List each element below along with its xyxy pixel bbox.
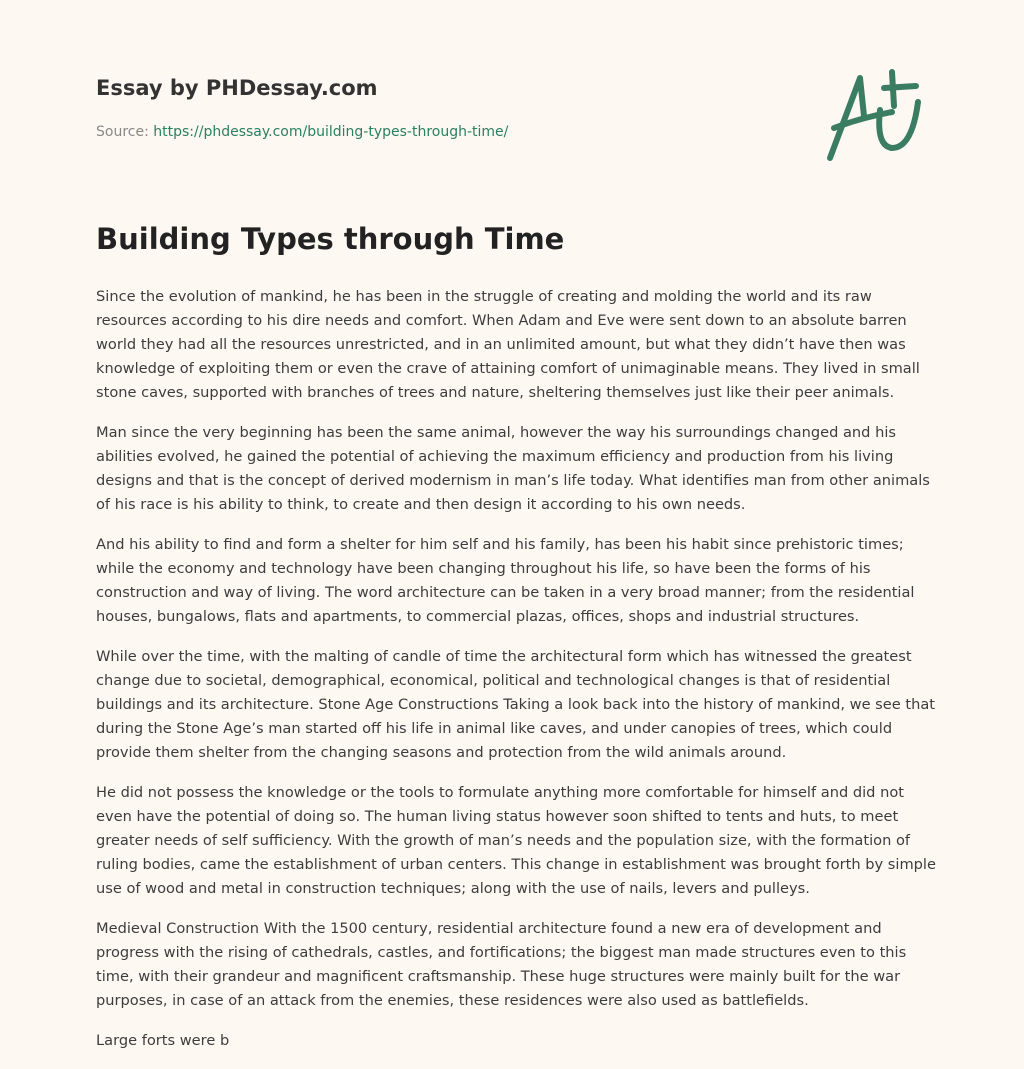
paragraph: Man since the very beginning has been the same animal, however the way his surroundings changed and his abilities evolved, he gained the potential of achieving the maximum efficiency and production from his living designs and that is the concept of derived modernism in man’s life today. What identifies man from other animals of his race is his ability to think, to create and then design it according to his own needs. <box>96 424 930 513</box>
site-title: Essay by PHDessay.com <box>96 76 378 100</box>
essay-body <box>96 285 936 1069</box>
paragraph: While over the time, with the malting of candle of time the architectural form which has witnessed the greatest change due to societal, demographical, economical, political and technological changes is that of residential buildings and its architecture. Stone Age Constructions Taking a look back into the history of mankind, we see that during the Stone Age’s man started off his life in animal like caves, and under canopies of trees, which could provide them shelter from the changing seasons and protection from the wild animals around. <box>96 648 936 761</box>
paragraph: Medieval Construction With the 1500 century, residential architecture found a new era of development and progress with the rising of cathedrals, castles, and fortifications; the biggest man made structures even to this time, with their grandeur and magnificent craftsmanship. These huge structures were mainly built for the war purposes, in case of an attack from the enemies, these residences were also used as battlefields. <box>96 920 907 1009</box>
source-line <box>96 124 508 140</box>
source-link[interactable]: https://phdessay.com/building-types-through-time/ <box>153 124 509 140</box>
essay-title: Building Types through Time <box>96 222 565 256</box>
paragraph: He did not possess the knowledge or the tools to formulate anything more comfortable for himself and did not even have the potential of doing so. The human living status however soon shifted to tents and huts, to meet greater needs of self sufficiency. With the growth of man’s needs and the population size, with the formation of ruling bodies, came the establishment of urban centers. This change in establishment was brought forth by simple use of wood and metal in construction techniques; along with the use of nails, levers and pulleys. <box>96 784 936 897</box>
paragraph: Large forts were b <box>96 1032 230 1049</box>
paragraph: And his ability to find and form a shelter for him self and his family, has been his habit since prehistoric times; while the economy and technology have been changing throughout his life, so have been the forms of his construction and way of living. The word architecture can be taken in a very broad manner; from the residential houses, bungalows, flats and apartments, to commercial plazas, offices, shops and industrial structures. <box>96 536 915 625</box>
source-label: Source: <box>96 124 149 140</box>
paragraph: Since the evolution of mankind, he has been in the struggle of creating and molding the world and its raw resources according to his dire needs and comfort. When Adam and Eve were sent down to an absolute barren world they had all the resources unrestricted, and in an unlimited amount, but what they didn’t have then was knowledge of exploiting them or even the crave of attaining comfort of unimaginable means. They lived in small stone caves, supported with branches of trees and nature, sheltering themselves just like their peer animals. <box>96 288 920 401</box>
a-plus-logo-icon <box>820 66 930 166</box>
